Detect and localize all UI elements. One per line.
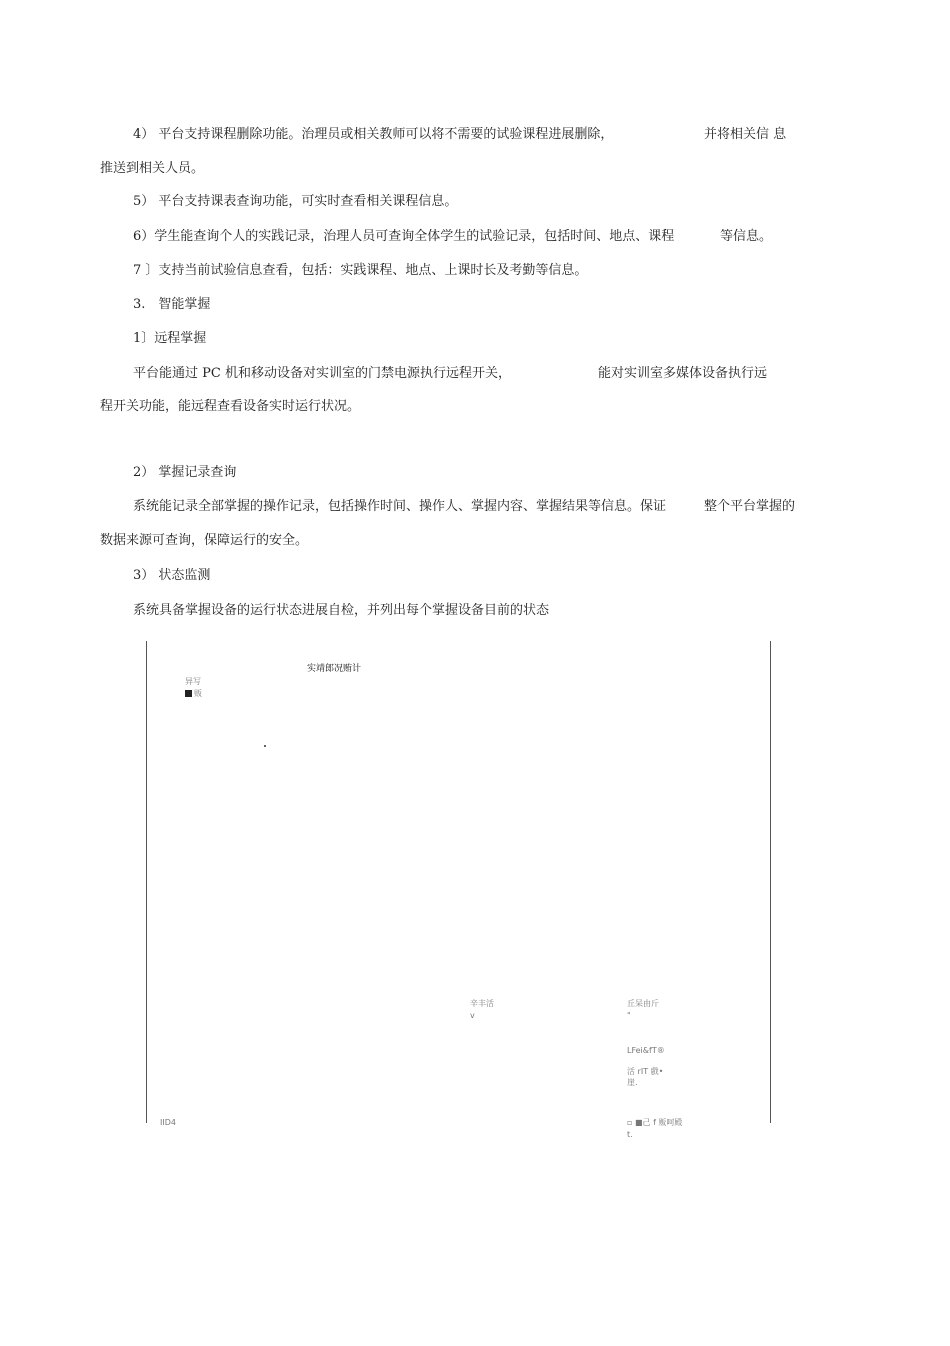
figure-label-right-1-sub: " [627, 1011, 631, 1020]
subheading-remote-control: 1〕远程掌握 [133, 331, 207, 346]
figure-label-right-3: 活 rIT 戲• [627, 1067, 664, 1076]
figure-legend-label-2: 贩 [194, 689, 202, 698]
figure-right-border [770, 641, 771, 1123]
figure-legend-item-2 [185, 688, 202, 699]
figure-label-mid-sub: v [470, 1011, 475, 1020]
figure-label-mid: 辛丰活 [470, 999, 494, 1008]
subheading-status-monitoring: 3） 状态监测 [133, 568, 211, 583]
paragraph-7-text: 7 〕支持当前试验信息查看，包括：实践课程、地点、上课时长及考勤等信息。 [133, 263, 588, 278]
remote-paragraph-text-cont: 能对实训室多媒体设备执行远 [598, 366, 768, 381]
paragraph-4-text-line2: 推送到相关人员。 [100, 161, 205, 176]
paragraph-4-text: 4） 平台支持课程删除功能。治理员或相关教师可以将不需要的试验课程进展删除， [133, 127, 614, 142]
paragraph-4-text-cont: 并将相关信 息 [704, 127, 787, 142]
paragraph-5-text: 5） 平台支持课表查询功能，可实时查看相关课程信息。 [133, 194, 458, 209]
records-paragraph-text-line2: 数据来源可查询，保障运行的安全。 [100, 533, 309, 548]
status-paragraph-text: 系统具备掌握设备的运行状态进展自检，并列出每个掌握设备目前的状态 [133, 603, 550, 618]
subheading-control-records: 2） 掌握记录查询 [133, 465, 237, 480]
figure-left-border [146, 641, 147, 1123]
paragraph-6-text-cont: 等信息。 [720, 229, 773, 244]
figure-label-right-3-sub: 崖. [627, 1078, 638, 1087]
figure-label-right-1: 丘呆由斤 [627, 999, 659, 1008]
paragraph-6-text: 6）学生能查询个人的实践记录，治理人员可查询全体学生的试验记录，包括时间、地点、课程 [133, 229, 675, 244]
figure-legend-label-1: 异写 [185, 677, 201, 686]
figure-label-right-4-sub: t. [627, 1130, 633, 1139]
figure-title: 实靖郎况贿计 [307, 664, 362, 674]
figure-label-bottom-left: IID4 [160, 1118, 176, 1127]
remote-paragraph-text-line2: 程开关功能，能远程查看设备实时运行状况。 [100, 399, 361, 414]
records-paragraph-text: 系统能记录全部掌握的操作记录，包括操作时间、操作人、掌握内容、掌握结果等信息。保证 [133, 499, 667, 514]
figure-label-right-2: LFei&fT® [627, 1046, 665, 1055]
legend-square-icon [185, 690, 192, 697]
section-heading-3: 3. 智能掌握 [133, 297, 211, 312]
figure-label-right-4: ▫ ■己 f 贩呵殿 [627, 1118, 683, 1127]
records-paragraph-text-cont: 整个平台掌握的 [704, 499, 796, 514]
figure-dot-mark [264, 745, 266, 747]
remote-paragraph-text: 平台能通过 PC 机和移动设备对实训室的门禁电源执行远程开关， [133, 366, 511, 381]
